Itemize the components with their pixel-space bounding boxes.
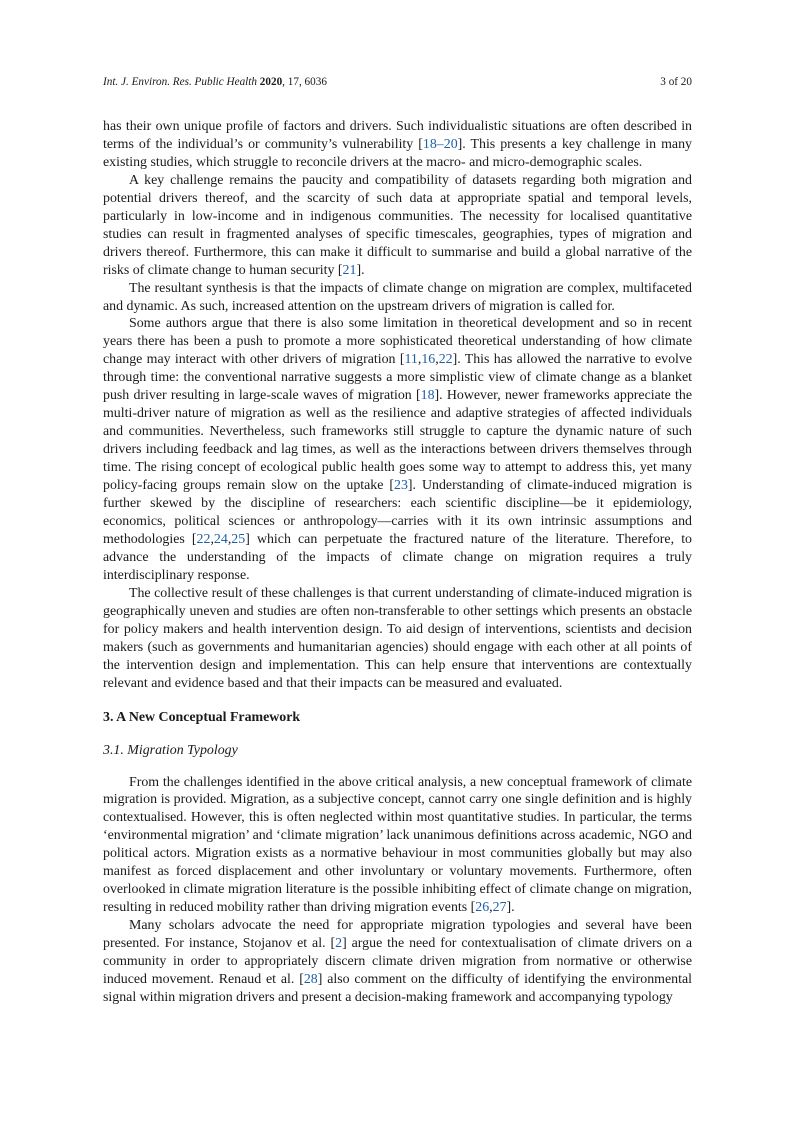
citation-link[interactable]: 18: [420, 388, 435, 404]
page-header: [103, 76, 692, 88]
paragraph: [103, 917, 692, 1007]
citation-separator: ,: [417, 352, 422, 368]
citation-link[interactable]: 21: [342, 262, 357, 278]
paragraph: [103, 172, 692, 280]
citation-link[interactable]: 2: [335, 936, 343, 952]
paragraph: [103, 280, 692, 316]
paragraph-text: The collective result of these challenges is that current understanding of climate-induced migration is geographically uneven and studies are often non-transferable to other settings which presents an obstacle for policy makers and health intervention design. To aid design of interventions, scientists and decision makers (such as governments and humanitarian agencies) should engage with each other at all points of the intervention design and implementation. This can help ensure that interventions are contextually relevant and evidence based and that their impacts can be measured and evaluated.: [103, 585, 692, 691]
citation-volume: , 17, 6036: [282, 76, 327, 88]
section-heading: 3. A New Conceptual Framework: [103, 709, 301, 725]
citation-link[interactable]: 24: [213, 531, 228, 547]
citation-separator: ,: [435, 352, 439, 368]
citation-separator: ,: [489, 900, 493, 916]
citation-link[interactable]: 27: [492, 900, 507, 916]
citation-link[interactable]: 22: [196, 531, 211, 547]
citation-link[interactable]: 25: [231, 531, 246, 547]
paragraph-text: Many scholars advocate the need for appropriate migration typologies and several have been presented. For instance, Stojanov et al. [: [103, 918, 692, 952]
paragraph-text: has their own unique profile of factors and drivers. Such individualistic situations are often described in terms of the individual’s or community’s vulnerability [: [103, 119, 692, 152]
citation-link[interactable]: 22: [438, 352, 453, 368]
paragraph-text: ] argue the need for contextualisation of climate drivers on a community in order to appropriately discern climate driven migration from normative or otherwise induced movement. Renaud et al. [: [103, 936, 692, 987]
paragraph-text: ].: [356, 262, 365, 278]
journal-name: Int. J. Environ. Res. Public Health: [103, 76, 257, 88]
paragraph-text: ]. This presents a key challenge in many existing studies, which struggle to reconcile drivers at the macro- and micro-demographic scales.: [103, 136, 692, 170]
paragraph: [103, 118, 692, 172]
journal-citation: [103, 76, 327, 88]
subsection-heading: 3.1. Migration Typology: [103, 742, 238, 758]
citation-link[interactable]: 26: [475, 900, 490, 916]
paragraph-text: From the challenges identified in the above critical analysis, a new conceptual framework of climate migration is provided. Migration, as a subjective concept, cannot carry one single definition and is highly contextualised. However, this is often neglected within most quantitative studies. In particular, the terms ‘environmental migration’ and ‘climate migration’ lack unanimous definitions across academic, NGO and political actors. Migration exists as a normative behaviour in most communities globally but may also manifest as forced displacement and other involuntary or voluntary movements. Furthermore, often overlooked in climate migration literature is the possible inhibiting effect of climate change on migration, resulting in reduced mobility rather than driving migration events [: [103, 774, 692, 916]
paragraph-text: Some authors argue that there is also some limitation in theoretical development and so in recent years there has been a push to promote a more sophisticated theoretical understanding of how climate change may interact with other drivers of migration [: [103, 316, 692, 368]
citation-year: 2020: [259, 76, 283, 88]
citation-link[interactable]: 23: [394, 478, 408, 494]
paragraph-text: The resultant synthesis is that the impacts of climate change on migration are complex, multifaceted and dynamic. As such, increased attention on the upstream drivers of migration is called for.: [103, 280, 692, 314]
paragraph-text: ]. This has allowed the narrative to evolve through time: the conventional narrative suggests a more simplistic view of climate change as a blanket push driver resulting in large-scale waves of migration [: [103, 352, 692, 404]
citation-separator: ,: [227, 531, 232, 547]
paragraph: [103, 315, 692, 584]
paragraph-text: ] also comment on the difficulty of identifying the environmental signal within migration drivers and present a decision-making framework and accompanying typology: [103, 971, 692, 1005]
paragraph-text: ].: [506, 900, 515, 916]
paragraph: [103, 585, 692, 693]
citation-link[interactable]: 16: [421, 352, 436, 368]
citation-link[interactable]: 18–20: [422, 136, 458, 152]
citation-link[interactable]: 28: [303, 971, 318, 987]
article-body: [103, 118, 692, 1007]
page-number: 3 of 20: [660, 76, 692, 88]
paragraph-text: ] which can perpetuate the fractured nature of the literature. Therefore, to advance the understanding of the impacts of climate change on migration requires a truly interdisciplinary response.: [103, 531, 692, 583]
paragraph-text: ]. Understanding of climate-induced migration is further skewed by the discipline of researchers: each scientific discipline—be it epidemiology, economics, political sciences or anthropology—carries with it its own intrinsic assumptions and methodologies [: [103, 478, 692, 547]
paragraph-text: A key challenge remains the paucity and compatibility of datasets regarding both migration and potential drivers thereof, and the scarcity of such data at appropriate spatial and temporal levels, particularly in low-income and in indigenous communities. The necessity for localised quantitative studies can result in fragmented analyses of specific timescales, geographies, types of migration and drivers thereof. Furthermore, this can make it difficult to summarise and build a global narrative of the risks of climate change to human security [: [103, 172, 692, 278]
citation-separator: ,: [210, 531, 214, 547]
citation-link[interactable]: 11: [404, 352, 418, 368]
paragraph-text: ]. However, newer frameworks appreciate the multi-driver nature of migration as well as the resilience and adaptive strategies of affected individuals and communities. Nevertheless, such frameworks still struggle to capture the dynamic nature of such drivers including feedback and lag times, as well as the interactions between drivers themselves through time. The rising concept of ecological public health goes some way to attempt to address this, yet many policy-facing groups remain slow on the uptake [: [103, 388, 693, 494]
paragraph: [103, 774, 692, 918]
